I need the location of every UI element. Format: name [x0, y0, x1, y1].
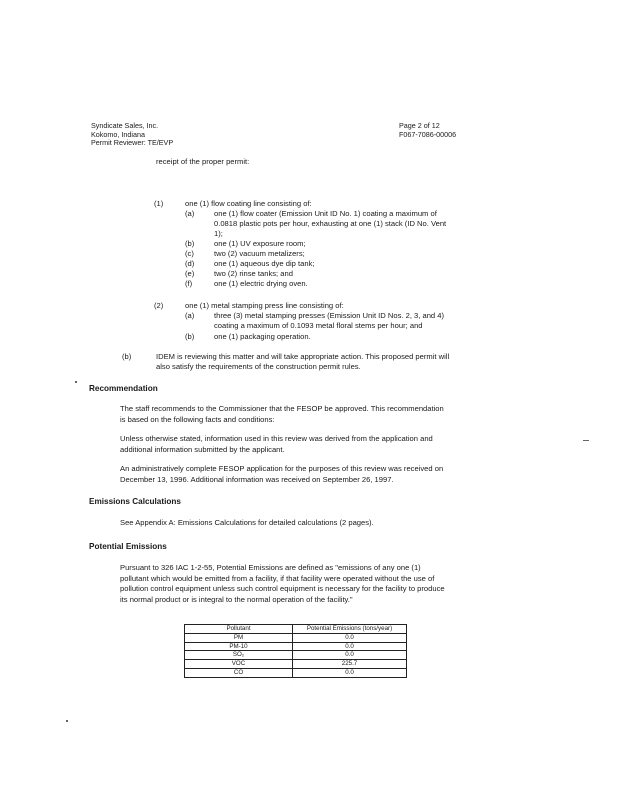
table-header-row — [185, 625, 407, 634]
table-row — [185, 633, 407, 642]
scan-speck — [583, 440, 589, 441]
list1-number: (1) — [154, 199, 164, 208]
header-left — [91, 122, 173, 148]
intro-line: receipt of the proper permit: — [156, 157, 250, 166]
header-company: Syndicate Sales, Inc. — [91, 121, 159, 130]
table-cell-emissions: 0.0 — [293, 633, 407, 642]
rec-p3-line2: December 13, 1996. Additional information was received on September 26, 1997. — [120, 474, 394, 484]
list1-c-text: two (2) vacuum metalizers; — [214, 249, 305, 258]
list1-a-mark: (a) — [185, 209, 195, 218]
list2-number: (2) — [154, 301, 164, 310]
table-cell-pollutant: SO₂ — [185, 651, 293, 660]
table-row — [185, 651, 407, 660]
list1-b-mark: (b) — [185, 239, 195, 248]
rec-p3-line1: An administratively complete FESOP application for the purposes of this review was received on — [120, 464, 444, 473]
emissions-calc-para — [120, 518, 494, 529]
list1-a-text — [214, 209, 446, 239]
list2-text: one (1) metal stamping press line consisting of: — [185, 301, 344, 310]
permit-number: F067-7086-00006 — [399, 129, 457, 139]
list1-a-line3: 1); — [214, 229, 223, 238]
header-reviewer: Permit Reviewer: TE/EVP — [91, 138, 174, 148]
page-number: Page 2 of 12 — [399, 121, 440, 130]
table-cell-emissions: 0.0 — [293, 668, 407, 677]
calc-line1: See Appendix A: Emissions Calculations for detailed calculations (2 pages). — [120, 518, 374, 527]
table-cell-pollutant: CO — [185, 668, 293, 677]
list1-d-text: one (1) aqueous dye dip tank; — [214, 259, 315, 268]
table-cell-emissions: 0.0 — [293, 651, 407, 660]
table-cell-emissions: 225.7 — [293, 660, 407, 669]
header-location: Kokomo, Indiana — [91, 129, 145, 139]
list1-c-mark: (c) — [185, 249, 194, 258]
recommendation-para-3 — [120, 464, 494, 485]
rec-p1-line2: is based on the following facts and conditions: — [120, 414, 275, 424]
pot-line4: its normal product or is integral to the normal operation of the facility." — [120, 594, 353, 604]
header-right — [399, 122, 456, 139]
table-row — [185, 668, 407, 677]
list1-a-line2: 0.0818 plastic pots per hour, exhausting at one (1) stack (ID No. Vent — [214, 219, 447, 228]
table-row — [185, 642, 407, 651]
recommendation-heading: Recommendation — [89, 384, 158, 393]
emissions-calc-heading: Emissions Calculations — [89, 497, 181, 506]
potential-emissions-para — [120, 563, 494, 605]
list1-e-mark: (e) — [185, 269, 195, 278]
list1-d-mark: (d) — [185, 259, 195, 268]
rec-p2-line1: Unless otherwise stated, information used in this review was derived from the application and — [120, 434, 433, 443]
potential-emissions-table — [184, 624, 407, 678]
pot-line3: pollution control equipment unless such control equipment is necessary for the facility to produce — [120, 584, 445, 593]
list1-f-mark: (f) — [185, 279, 193, 288]
item-b-line2: also satisfy the requirements of the construction permit rules. — [156, 362, 361, 371]
recommendation-para-2 — [120, 434, 494, 455]
table-cell-pollutant: PM — [185, 633, 293, 642]
pot-line2: pollutant which would be emitted from a facility, if that facility were operated without the use of — [120, 573, 435, 583]
potential-emissions-heading: Potential Emissions — [89, 542, 167, 551]
list2-a-line2: coating a maximum of 0.1093 metal floral stems per hour; and — [214, 321, 423, 330]
list2-a-line1: three (3) metal stamping presses (Emission Unit ID Nos. 2, 3, and 4) — [214, 311, 445, 320]
list1-e-text: two (2) rinse tanks; and — [214, 269, 293, 278]
recommendation-para-1 — [120, 404, 494, 425]
item-b-text — [156, 352, 449, 372]
table-header-emissions: Potential Emissions (tons/year) — [293, 625, 407, 634]
table-header-pollutant: Pollutant — [185, 625, 293, 634]
rec-p2-line2: additional information submitted by the applicant. — [120, 444, 285, 454]
pot-line1: Pursuant to 326 IAC 1-2-55, Potential Emissions are defined as "emissions of any one (1) — [120, 563, 421, 572]
table-cell-pollutant: VOC — [185, 660, 293, 669]
list2-b-text: one (1) packaging operation. — [214, 332, 311, 341]
list1-a-line1: one (1) flow coater (Emission Unit ID No. 1) coating a maximum of — [214, 209, 437, 218]
list2-a-mark: (a) — [185, 311, 195, 320]
table-cell-emissions: 0.0 — [293, 642, 407, 651]
list1-f-text: one (1) electric drying oven. — [214, 279, 308, 288]
scan-speck — [66, 720, 68, 722]
table-cell-pollutant: PM-10 — [185, 642, 293, 651]
item-b-line1: IDEM is reviewing this matter and will take appropriate action. This proposed permit will — [156, 352, 450, 361]
rec-p1-line1: The staff recommends to the Commissioner that the FESOP be approved. This recommendation — [120, 404, 444, 413]
table-row — [185, 660, 407, 669]
list2-b-mark: (b) — [185, 332, 195, 341]
list1-text: one (1) flow coating line consisting of: — [185, 199, 312, 208]
item-b-mark: (b) — [122, 352, 132, 361]
scan-speck — [75, 381, 77, 383]
list2-a-text — [214, 311, 444, 331]
list1-b-text: one (1) UV exposure room; — [214, 239, 306, 248]
